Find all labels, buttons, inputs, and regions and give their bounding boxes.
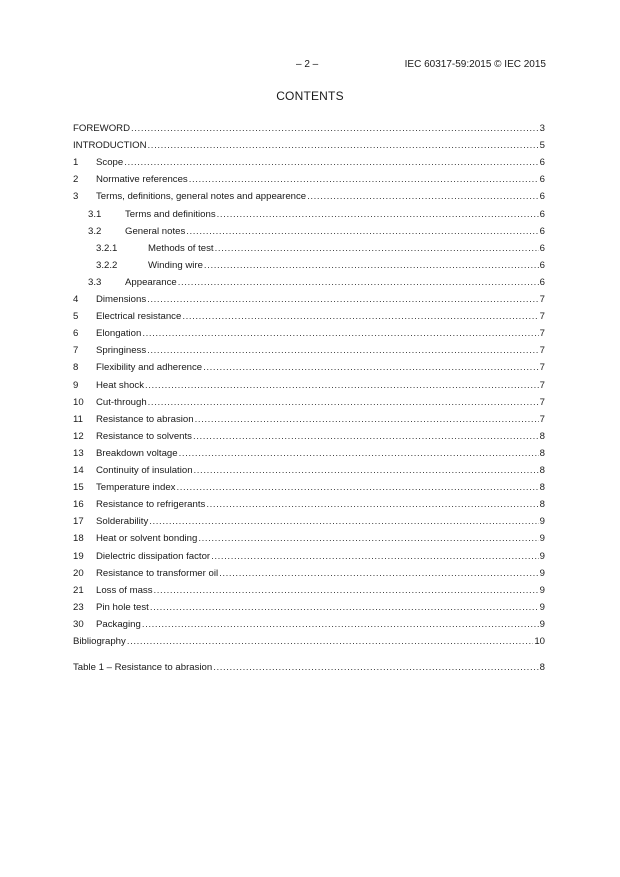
toc-entry-label: Packaging <box>96 619 141 630</box>
toc-entry-page: 9 <box>539 602 545 613</box>
toc-entry-label: Elongation <box>96 328 142 339</box>
toc-entry-page: 8 <box>539 465 545 476</box>
toc-entry-16-resistance-to-refrigerants[interactable] <box>73 498 545 512</box>
toc-entry-number: 2 <box>73 174 79 185</box>
toc-entry-3-1-terms-and-definitions[interactable] <box>73 208 545 222</box>
page-header <box>0 59 620 73</box>
toc-entry-label: Scope <box>96 157 124 168</box>
toc-entry-label: Terms, definitions, general notes and appearence <box>96 191 307 202</box>
toc-entry-2-normative-references[interactable] <box>73 173 545 187</box>
toc-entry-label: Temperature index <box>96 482 176 493</box>
toc-entry-number: 17 <box>73 516 84 527</box>
toc-entry-label: Normative references <box>96 174 188 185</box>
toc-entry-number: 18 <box>73 533 84 544</box>
toc-entry-12-resistance-to-solvents[interactable] <box>73 430 545 444</box>
toc-entry-number: 14 <box>73 465 84 476</box>
toc-entry-number: 11 <box>73 414 83 425</box>
toc-entry-15-temperature-index[interactable] <box>73 481 545 495</box>
toc-entry-page: 9 <box>539 619 545 630</box>
toc-entry-page: 9 <box>539 516 545 527</box>
dot-leader <box>145 379 539 393</box>
toc-entry-number: 3.3 <box>88 277 102 288</box>
toc-entry-number: 21 <box>73 585 84 596</box>
dot-leader <box>195 413 539 427</box>
dot-leader <box>124 156 538 170</box>
contents-title: CONTENTS <box>276 89 344 103</box>
toc-entry-label: Cut-through <box>96 397 147 408</box>
toc-entry-page: 8 <box>539 499 545 510</box>
toc-entry-number: 12 <box>73 431 84 442</box>
dot-leader <box>127 635 534 649</box>
toc-entry-label: Springiness <box>96 345 147 356</box>
toc-entry-number: 6 <box>73 328 79 339</box>
dot-leader <box>194 464 539 478</box>
toc-entry-14-continuity-of-insulation[interactable] <box>73 464 545 478</box>
toc-entry-17-solderability[interactable] <box>73 515 545 529</box>
toc-entry-label: Bibliography <box>73 636 126 647</box>
toc-entry-label: INTRODUCTION <box>73 140 147 151</box>
toc-entry-page: 6 <box>539 260 545 271</box>
toc-entry-table-1[interactable] <box>73 661 545 675</box>
dot-leader <box>154 584 539 598</box>
dot-leader <box>182 310 538 324</box>
toc-entry-label: Resistance to refrigerants <box>96 499 206 510</box>
toc-entry-page: 7 <box>539 397 545 408</box>
toc-entry-foreword[interactable] <box>73 122 545 136</box>
toc-entry-number: 4 <box>73 294 79 305</box>
toc-entry-23-pin-hole-test[interactable] <box>73 601 545 615</box>
toc-entry-label: Dimensions <box>96 294 147 305</box>
toc-entry-page: 3 <box>539 123 545 134</box>
toc-entry-page: 6 <box>539 174 545 185</box>
toc-entry-label: Methods of test <box>148 243 214 254</box>
toc-entry-page: 6 <box>539 226 545 237</box>
toc-entry-label: Flexibility and adherence <box>96 362 203 373</box>
toc-entry-label: Winding wire <box>148 260 203 271</box>
toc-entry-number: 30 <box>73 619 84 630</box>
toc-entry-page: 8 <box>539 448 545 459</box>
toc-entry-3-terms-definitions-general-notes-and-appearence[interactable] <box>73 190 545 204</box>
toc-entry-number: 23 <box>73 602 84 613</box>
dot-leader <box>219 567 539 581</box>
toc-entry-number: 5 <box>73 311 79 322</box>
toc-entry-page: 6 <box>539 157 545 168</box>
toc-entry-label: Continuity of insulation <box>96 465 193 476</box>
toc-entry-page: 8 <box>539 431 545 442</box>
dot-leader <box>178 276 539 290</box>
dot-leader <box>307 190 539 204</box>
toc-entry-page: 6 <box>539 243 545 254</box>
toc-entry-label: Table 1 – Resistance to abrasion <box>73 662 213 673</box>
toc-entry-number: 20 <box>73 568 84 579</box>
toc-entry-30-packaging[interactable] <box>73 618 545 632</box>
dot-leader <box>206 498 538 512</box>
toc-entry-page: 8 <box>539 662 545 673</box>
dot-leader <box>131 122 539 136</box>
toc-entry-label: General notes <box>125 226 186 237</box>
toc-entry-number: 13 <box>73 448 84 459</box>
toc-entry-page: 7 <box>539 294 545 305</box>
toc-entry-page: 5 <box>539 140 545 151</box>
toc-entry-page: 9 <box>539 533 545 544</box>
toc-entry-number: 15 <box>73 482 84 493</box>
toc-entry-page: 9 <box>539 568 545 579</box>
dot-leader <box>193 430 539 444</box>
toc-entry-page: 7 <box>539 311 545 322</box>
toc-entry-page: 6 <box>539 277 545 288</box>
toc-entry-label: Heat or solvent bonding <box>96 533 198 544</box>
dot-leader <box>204 259 539 273</box>
dot-leader <box>186 225 538 239</box>
toc-entry-8-flexibility-and-adherence[interactable] <box>73 361 545 375</box>
toc-entry-18-heat-or-solvent-bonding[interactable] <box>73 532 545 546</box>
toc-entry-number: 3.2 <box>88 226 102 237</box>
toc-entry-number: 16 <box>73 499 84 510</box>
toc-entry-10-cut-through[interactable] <box>73 396 545 410</box>
toc-entry-number: 1 <box>73 157 79 168</box>
dot-leader <box>142 618 539 632</box>
toc-entry-label: Dielectric dissipation factor <box>96 551 211 562</box>
toc-entry-number: 3.2.2 <box>96 260 118 271</box>
toc-entry-bibliography[interactable] <box>73 635 545 649</box>
dot-leader <box>189 173 539 187</box>
toc-entry-page: 7 <box>539 414 545 425</box>
toc-entry-9-heat-shock[interactable] <box>73 379 545 393</box>
toc-entry-page: 9 <box>539 585 545 596</box>
dot-leader <box>149 515 538 529</box>
toc-entry-3-2-2-winding-wire[interactable] <box>73 259 545 273</box>
toc-entry-number: 3.2.1 <box>96 243 118 254</box>
toc-entry-label: Resistance to transformer oil <box>96 568 219 579</box>
toc-entry-13-breakdown-voltage[interactable] <box>73 447 545 461</box>
toc-entry-label: Appearance <box>125 277 177 288</box>
toc-entry-1-scope[interactable] <box>73 156 545 170</box>
dot-leader <box>213 661 538 675</box>
dot-leader <box>203 361 539 375</box>
toc-entry-page: 6 <box>539 209 545 220</box>
dot-leader <box>142 327 538 341</box>
document-reference: IEC 60317-59:2015 © IEC 2015 <box>404 59 546 70</box>
toc-entry-page: 7 <box>539 362 545 373</box>
dot-leader <box>215 242 539 256</box>
toc-entry-label: Electrical resistance <box>96 311 182 322</box>
toc-entry-number: 7 <box>73 345 79 356</box>
toc-entry-page: 8 <box>539 482 545 493</box>
page-number: – 2 – <box>296 59 319 70</box>
dot-leader <box>147 293 539 307</box>
toc-entry-6-elongation[interactable] <box>73 327 545 341</box>
dot-leader <box>147 344 539 358</box>
dot-leader <box>148 139 539 153</box>
toc-entry-label: FOREWORD <box>73 123 131 134</box>
toc-entry-3-2-general-notes[interactable] <box>73 225 545 239</box>
toc-entry-label: Solderability <box>96 516 149 527</box>
toc-entry-number: 9 <box>73 380 79 391</box>
dot-leader <box>148 396 539 410</box>
toc-entry-label: Terms and definitions <box>125 209 216 220</box>
toc-entry-21-loss-of-mass[interactable] <box>73 584 545 598</box>
toc-entry-11-resistance-to-abrasion[interactable] <box>73 413 545 427</box>
toc-entry-4-dimensions[interactable] <box>73 293 545 307</box>
toc-entry-3-3-appearance[interactable] <box>73 276 545 290</box>
toc-entry-label: Resistance to abrasion <box>96 414 194 425</box>
toc-entry-page: 7 <box>539 345 545 356</box>
toc-entry-label: Pin hole test <box>96 602 149 613</box>
toc-entry-20-resistance-to-transformer-oil[interactable] <box>73 567 545 581</box>
toc-entry-5-electrical-resistance[interactable] <box>73 310 545 324</box>
toc-entry-number: 8 <box>73 362 79 373</box>
dot-leader <box>150 601 539 615</box>
toc-entry-label: Heat shock <box>96 380 144 391</box>
dot-leader <box>176 481 538 495</box>
toc-entry-label: Loss of mass <box>96 585 153 596</box>
toc-entry-page: 7 <box>539 380 545 391</box>
toc-entry-page: 7 <box>539 328 545 339</box>
toc-entry-page: 6 <box>539 191 545 202</box>
toc-entry-number: 10 <box>73 397 84 408</box>
toc-entry-introduction[interactable] <box>73 139 545 153</box>
toc-entry-19-dielectric-dissipation-factor[interactable] <box>73 550 545 564</box>
dot-leader <box>211 550 539 564</box>
toc-entry-label: Resistance to solvents <box>96 431 192 442</box>
toc-entry-number: 3.1 <box>88 209 102 220</box>
toc-entry-7-springiness[interactable] <box>73 344 545 358</box>
toc-entry-number: 3 <box>73 191 79 202</box>
dot-leader <box>179 447 539 461</box>
dot-leader <box>198 532 538 546</box>
dot-leader <box>217 208 539 222</box>
toc-entry-page: 9 <box>539 551 545 562</box>
toc-entry-page: 10 <box>534 636 545 647</box>
toc-entry-3-2-1-methods-of-test[interactable] <box>73 242 545 256</box>
toc-entry-label: Breakdown voltage <box>96 448 178 459</box>
toc-entry-number: 19 <box>73 551 84 562</box>
